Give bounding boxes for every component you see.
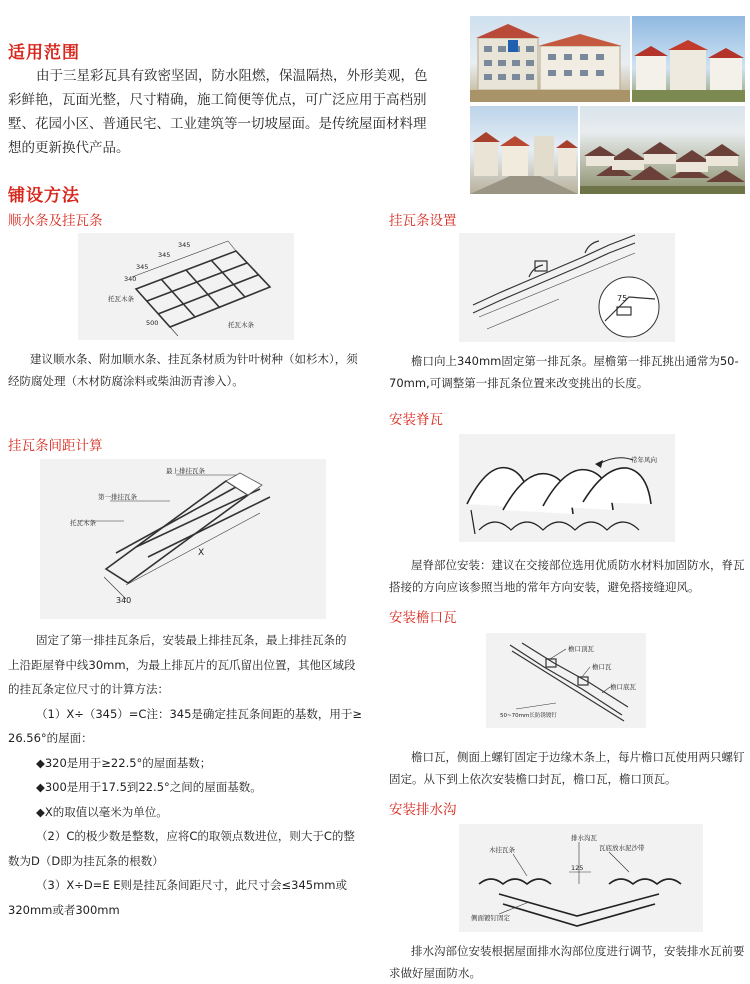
scope-paragraph: 由于三星彩瓦具有致密坚固，防水阻燃，保温隔热，外形美观，色彩鲜艳，瓦面光整，尺寸精确，施工简便等优点，可广泛应用于高档别墅、花园小区、普通民宅、工业建筑等一切坡屋面。是传统屋面材料理想的更新换代产品。 [8,68,428,156]
figure-batten-setup [459,233,675,342]
batten-label: 托瓦木条 [108,295,134,303]
eave-paragraph: 檐口瓦，侧面上螺钉固定于边缘木条上，每片檐口瓦使用两只螺钉固定。从下到上依次安装檐口封瓦，檐口瓦，檐口顶瓦。 [389,750,745,786]
batten-label: 托瓦木条 [70,519,96,527]
first-batten-label: 第一排挂瓦条 [98,493,137,501]
subtitle-ridge: 安装脊瓦 [389,412,443,428]
calc-line: 26.56°的屋面： [8,731,93,745]
dim-345-label: 345 [158,251,171,259]
calc-line: 的挂瓦条定位尺寸的计算方法： [8,682,169,696]
subtitle-eave: 安装檐口瓦 [389,610,457,626]
batten-setup-paragraph: 檐口向上340mm固定第一排瓦条。屋檐第一排瓦挑出通常为50-70mm,可调整第一排瓦条位置来改变挑出的长度。 [389,354,739,390]
battens-paragraph: 建议顺水条、附加顺水条、挂瓦条材质为针叶树种（如杉木），须经防腐处理（木材防腐涂料或柴油沥青渗入）。 [8,352,358,388]
calc-line: ◆320是用于≥22.5°的屋面基数； [36,755,212,770]
gutter-paragraph: 排水沟部位安装根据屋面排水沟部位度进行调节，安装排水瓦前要求做好屋面防水。 [389,944,745,980]
photo-apartment [470,16,630,102]
subtitle-batten-setup: 挂瓦条设置 [389,213,457,229]
section-title-method: 铺设方法 [8,186,80,206]
photo-village-roofs [580,106,745,194]
calc-line: ◆300是用于17.5到22.5°之间的屋面基数。 [36,780,262,794]
calc-line: 固定了第一排挂瓦条后，安装最上排挂瓦条，最上排挂瓦条的 [36,633,347,647]
figure-eave-tiles [486,633,646,728]
calc-line: （3）X÷D=E E则是挂瓦条间距尺寸，此尺寸会≤345mm或 [36,878,347,892]
calc-line: 320mm或者300mm [8,902,120,917]
figure-battens-grid [78,233,294,340]
figure-gutter [459,824,703,932]
x-label: X [198,548,205,558]
side-nail-label: 侧面镀钉固定 [471,914,510,922]
screw-label: 50~70mm长防锈镀钉 [500,713,557,719]
top-batten-label: 最上排挂瓦条 [166,467,205,475]
building-photo-collage [470,16,745,194]
dim-345-label: 345 [178,241,191,249]
photo-residential [632,16,745,102]
subtitle-gutter: 安装排水沟 [389,802,457,818]
ridge-paragraph: 屋脊部位安装：建议在交接部位选用优质防水材料加固防水，脊瓦搭接的方向应该参照当地的常年方向安装，避免搭接缝迎风。 [389,558,745,594]
subtitle-battens: 顺水条及挂瓦条 [8,213,103,229]
eave-bottom-tile-label: 檐口底瓦 [610,683,636,691]
calc-line: （2）C的极少数是整数，应将C的取领点数进位，则大于C的整 [36,829,355,843]
calc-line: ◆X的取值以毫米为单位。 [36,804,168,819]
dim-340-label: 340 [124,275,137,283]
wind-direction-label: 常年风向 [631,456,657,464]
spacing-calc-text [8,628,378,922]
batten-label: 木挂瓦条 [489,846,515,854]
subtitle-spacing: 挂瓦条间距计算 [8,438,103,454]
eave-tile-label: 檐口瓦 [592,663,612,671]
dim-125-label: 125 [571,864,584,872]
gutter-tile-label: 排水沟瓦 [571,834,597,842]
calc-line: （1）X÷（345）=C注：345是确定挂瓦条间距的基数，用于≥ [36,706,363,721]
batten-label: 托瓦木条 [228,321,254,329]
calc-line: 上沿距屋脊中线30mm，为最上排瓦片的瓦爪留出位置，其他区域段 [8,657,356,672]
dim-75-label: 75 [617,294,628,303]
dim-500-label: 500 [146,319,159,327]
dim-340-label: 340 [116,596,132,605]
dim-345-label: 345 [136,263,149,271]
mortar-label: 瓦底放水泥沙带 [599,844,645,852]
figure-ridge-tiles [459,434,675,542]
photo-town [470,106,578,194]
eave-top-tile-label: 檐口顶瓦 [568,645,594,653]
figure-spacing-calc [40,459,326,619]
calc-line: 数为D（D即为挂瓦条的根数） [8,853,164,868]
section-title-scope: 适用范围 [8,43,80,63]
